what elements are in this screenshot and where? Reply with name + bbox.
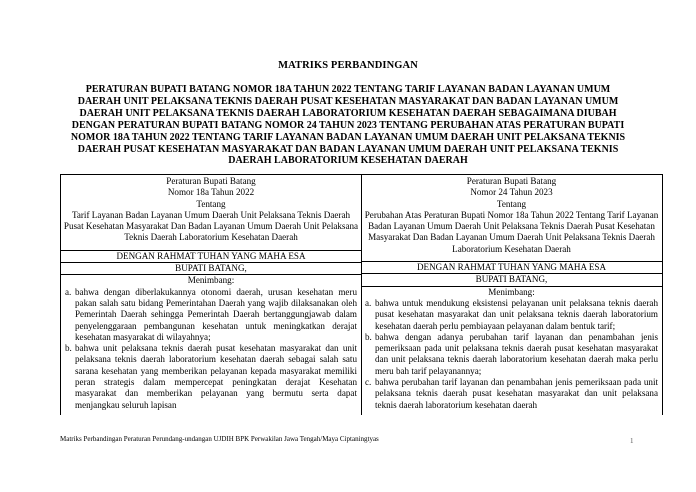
- left-header-line1: Peraturan Bupati Batang: [166, 176, 256, 186]
- left-bupati: BUPATI BATANG,: [61, 262, 361, 274]
- left-header-subject: Tarif Layanan Badan Layanan Umum Daerah Unit Pelaksana Teknis Daerah Pusat Kesehatan Masyarakat Dan Badan Layanan Umum Daerah Unit Pelaksana Teknis Daerah Laboratorium Kesehatan Daerah: [63, 209, 359, 243]
- left-header-line3: Tentang: [196, 198, 226, 209]
- page-number: 1: [630, 437, 634, 445]
- right-bupati: BUPATI BATANG,: [361, 273, 662, 285]
- left-considerations-list: [61, 287, 361, 411]
- list-marker: a.: [65, 286, 72, 297]
- right-column-header: [361, 175, 662, 255]
- list-item: [361, 298, 662, 332]
- footer-text: Matriks Perbandingan Peraturan Perundang-undangan UJDIH BPK Perwakilan Jawa Tengah/Maya Ciptaningtyas: [60, 435, 379, 443]
- list-text: bahwa dengan diberlakukannya otonomi daerah, urusan kesehatan meru pakan salah satu bidang Pemerintahan Daerah yang wajib dilaksanakan oleh Pemerintah Daerah sehingga Pemerintah Daerah bertanggungjawab dalam penyelenggaraan pembangunan kesehatan untuk meningkatkan derajat kesehatan masyarakat di wilayahnya;: [75, 286, 357, 342]
- list-text: bahwa dengan adanya perubahan tarif layanan dan penambahan jenis pemeriksaan pada unit pelaksana teknis daerah pusat kesehatan masyarakat dan unit pelaksana teknis daerah laboratorium kesehatan daerah maka perlu meru bah tarif pelayanannya;: [375, 331, 658, 376]
- list-text: bahwa unit pelaksana teknis daerah pusat kesehatan masyarakat dan unit pelaksana teknis daerah laboratorium kesehatan daerah sebagai salah satu sarana kesehatan yang memberikan pelayanan kepada masyarakat memiliki peran strategis dalam mempercepat peningkatan derajat Kesehatan masyarakat dan memberikan pelayanan yang bermutu serta dapat menjangkau seluruh lapisan: [75, 343, 357, 410]
- left-column-header: [61, 175, 361, 244]
- left-header-line2: Nomor 18a Tahun 2022: [167, 187, 255, 198]
- right-menimbang: Menimbang:: [361, 286, 662, 298]
- comparison-table: [60, 174, 663, 415]
- document-title: MATRIKS PERBANDINGAN: [278, 60, 418, 71]
- left-menimbang: Menimbang:: [61, 274, 361, 286]
- list-marker: a.: [365, 297, 372, 308]
- list-marker: b.: [365, 331, 372, 342]
- list-item: [61, 343, 361, 411]
- list-item: [361, 377, 662, 411]
- list-item: [61, 287, 361, 343]
- right-header-subject: Perubahan Atas Peraturan Bupati Nomor 18a Tahun 2022 Tentang Tarif Layanan Badan Layanan Umum Daerah Unit Pelaksana Teknis Daerah Pusat Kesehatan Masyarakat Dan Badan Layanan Umum Daerah Unit Pelaksana Teknis Daerah Laboratorium Kesehatan Daerah: [364, 209, 659, 254]
- right-header-line1: Peraturan Bupati Batang: [466, 176, 557, 186]
- right-considerations-list: [361, 298, 662, 411]
- document-subtitle: PERATURAN BUPATI BATANG NOMOR 18A TAHUN 2022 TENTANG TARIF LAYANAN BADAN LAYANAN UMUM DAERAH UNIT PELAKSANA TEKNIS DAERAH PUSAT KESEHATAN MASYARAKAT DAN BADAN LAYANAN UMUM DAERAH UNIT PELAKSANA TEKNIS DAERAH LABORATORIUM KESEHATAN DAERAH SEBAGAIMANA DIUBAH DENGAN PERATURAN BUPATI BATANG NOMOR 24 TAHUN 2023 TENTANG PERUBAHAN ATAS PERATURAN BUPATI NOMOR 18A TAHUN 2022 TENTANG TARIF LAYANAN BADAN LAYANAN UMUM DAERAH UNIT PELAKSANA TEKNIS DAERAH PUSAT KESEHATAN MASYARAKAT DAN BADAN LAYANAN UMUM DAERAH UNIT PELAKSANA TEKNIS DAERAH LABORATORIUM KESEHATAN DAERAH: [70, 84, 626, 167]
- list-marker: b.: [65, 343, 72, 354]
- right-rahmat: DENGAN RAHMAT TUHAN YANG MAHA ESA: [361, 261, 662, 273]
- right-column: [361, 175, 662, 415]
- left-column: [61, 175, 362, 415]
- list-text: bahwa perubahan tarif layanan dan penambahan jenis pemeriksaan pada unit pelaksana teknis daerah pusat kesehatan masyarakat dan unit pelaksana teknis daerah laboratorium kesehatan daerah: [375, 377, 658, 410]
- right-header-line2: Nomor 24 Tahun 2023: [470, 187, 553, 198]
- list-marker: c.: [365, 377, 372, 388]
- list-text: bahwa untuk mendukung eksistensi pelayanan unit pelaksana teknis daerah pusat kesehatan masyarakat dan unit pelaksana teknis daerah laboratorium kesehatan daerah perlu pembiayaan pelayanan dalam bentuk tarif;: [375, 297, 658, 331]
- right-header-line3: Tentang: [496, 198, 527, 209]
- left-rahmat: DENGAN RAHMAT TUHAN YANG MAHA ESA: [61, 250, 361, 262]
- list-item: [361, 332, 662, 377]
